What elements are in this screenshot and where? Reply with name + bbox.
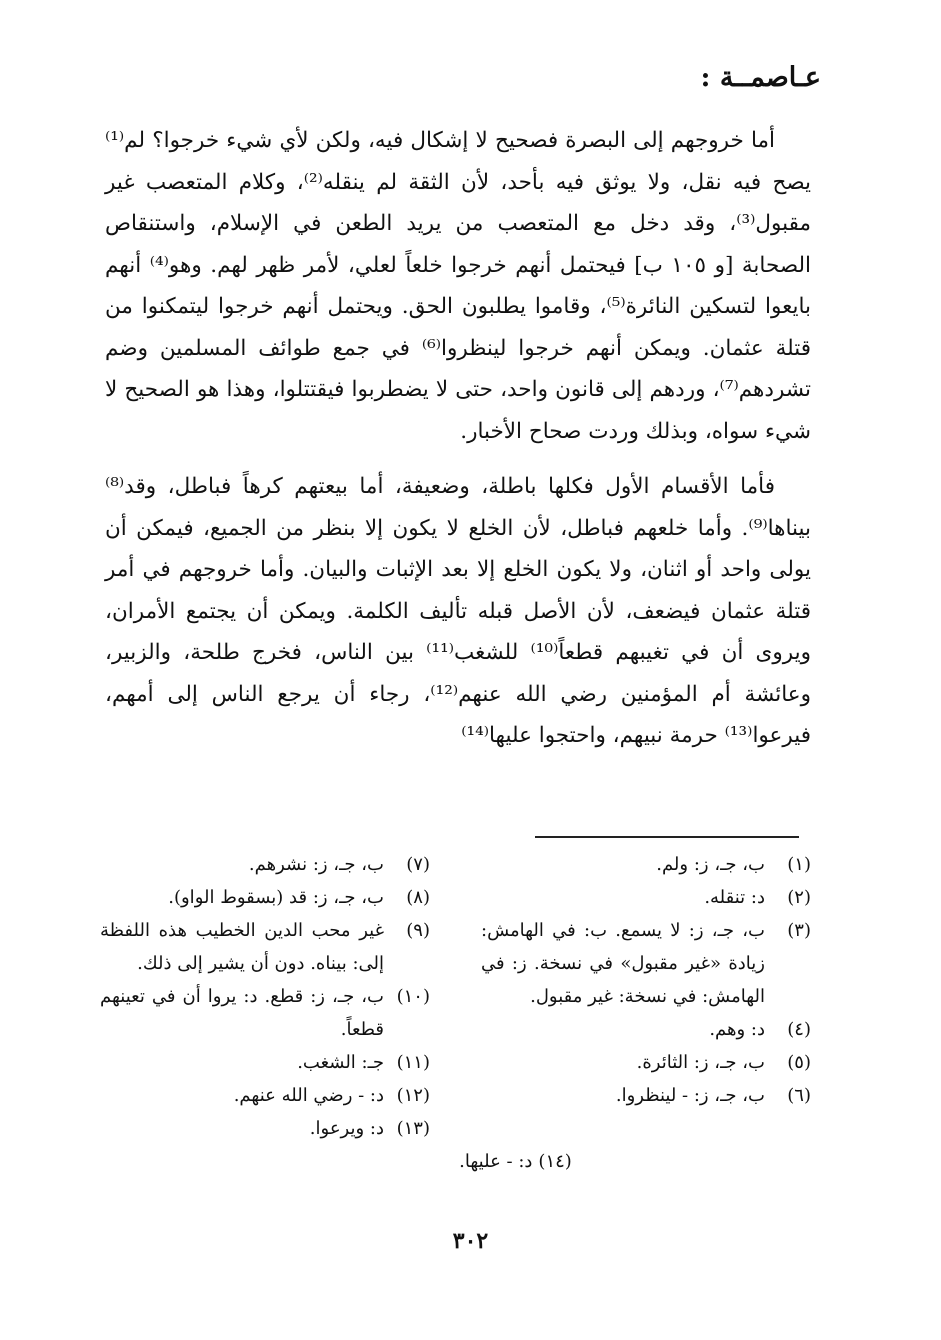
- footnote: (٧) ب، جـ، ز: نشرهم.: [248, 854, 430, 875]
- paragraph-2: فأما الأقسام الأول فكلها باطلة، وضعيفة، أما بيعتهم كرهاً فباطل، وقد⁽⁸⁾ بيناها⁽⁹⁾. وأما خلعهم فباطل، لأن الخلع لا يكون إلا بنظر من الجميع، فيمكن أن يولى واحد أو اثنان، ولا يكون الخلع إلا بعد الإثبات والبيان. وأما خروجهم في أمر قتلة عثمان فيضعف، لأن الأصل قبله تأليف الكلمة. ويمكن أن يجتمع الأمران، ويروى أن في تغيبهم قطعاً⁽¹⁰⁾ للشغب⁽¹¹⁾ بين الناس، فخرج طلحة، والزبير، وعائشة أم المؤمنين رضي الله عنهم⁽¹²⁾، رجاء أن يرجع الناس إلى أمهم، فيرعوا⁽¹³⁾ حرمة نبيهم، واحتجوا عليها⁽¹⁴⁾: [105, 474, 812, 748]
- footnote: (٤) د: وهم.: [709, 1019, 811, 1040]
- footnote: (١) ب، جـ، ز: ولم.: [656, 854, 811, 875]
- main-text: [105, 120, 811, 757]
- section-heading: عـاصمــة :: [700, 62, 821, 93]
- footnote: (١٣) د: ويرعوا.: [309, 1118, 430, 1139]
- footnote: (١٠) ب، جـ، ز: قطع. د: يروا أن في تعينهم قطعاً.: [100, 986, 430, 1040]
- footnote: (١٤) د: - عليها.: [459, 1151, 572, 1172]
- footnote: (٦) ب، جـ، ز: - لينظروا.: [615, 1085, 811, 1106]
- footnotes: [100, 848, 811, 1178]
- footnote: (١٢) د: - رضي الله عنهم.: [233, 1085, 430, 1106]
- footnotes-left-column: [100, 848, 430, 1145]
- footnote: (٥) ب، جـ، ز: الثائرة.: [636, 1052, 811, 1073]
- footnotes-right-column: [481, 848, 811, 1145]
- footnote: (١١) جـ: الشغب.: [297, 1052, 430, 1073]
- page-number: ٣٠٢: [452, 1228, 489, 1254]
- footnote-separator: [535, 836, 799, 838]
- footnote: (٩) غير محب الدين الخطيب هذه اللفظة إلى: بيناه. دون أن يشير إلى ذلك.: [100, 920, 430, 974]
- paragraph-1: أما خروجهم إلى البصرة فصحيح لا إشكال فيه، ولكن لأي شيء خرجوا؟ لم⁽¹⁾ يصح فيه نقل، ولا يوثق فيه بأحد، لأن الثقة لم ينقله⁽²⁾، وكلام المتعصب غير مقبول⁽³⁾، وقد دخل مع المتعصب من يريد الطعن في الإسلام، واستنقاص الصحابة [و ١٠٥ ب] فيحتمل أنهم خرجوا خلعاً لعلي، لأمر ظهر لهم. وهو⁽⁴⁾ أنهم بايعوا لتسكين النائرة⁽⁵⁾، وقاموا يطلبون الحق. ويحتمل أنهم خرجوا ليتمكنوا من قتلة عثمان. ويمكن أنهم خرجوا لينظروا⁽⁶⁾ في جمع طوائف المسلمين وضم تشردهم⁽⁷⁾، وردهم إلى قانون واحد، حتى لا يضطربوا فيقتتلوا، وهذا هو الصحيح لا شيء سواه، وبذلك وردت صحاح الأخبار.: [105, 128, 812, 444]
- footnote: (٢) د: تنقله.: [704, 887, 811, 908]
- footnote: (٣) ب، جـ، ز: لا يسمع. ب: في الهامش: زيادة «غير مقبول» في نسخة. ز: في الهامش: في نسخة: غير مقبول.: [481, 920, 811, 1007]
- footnote: (٨) ب، جـ، ز: قد (بسقوط الواو).: [168, 887, 430, 908]
